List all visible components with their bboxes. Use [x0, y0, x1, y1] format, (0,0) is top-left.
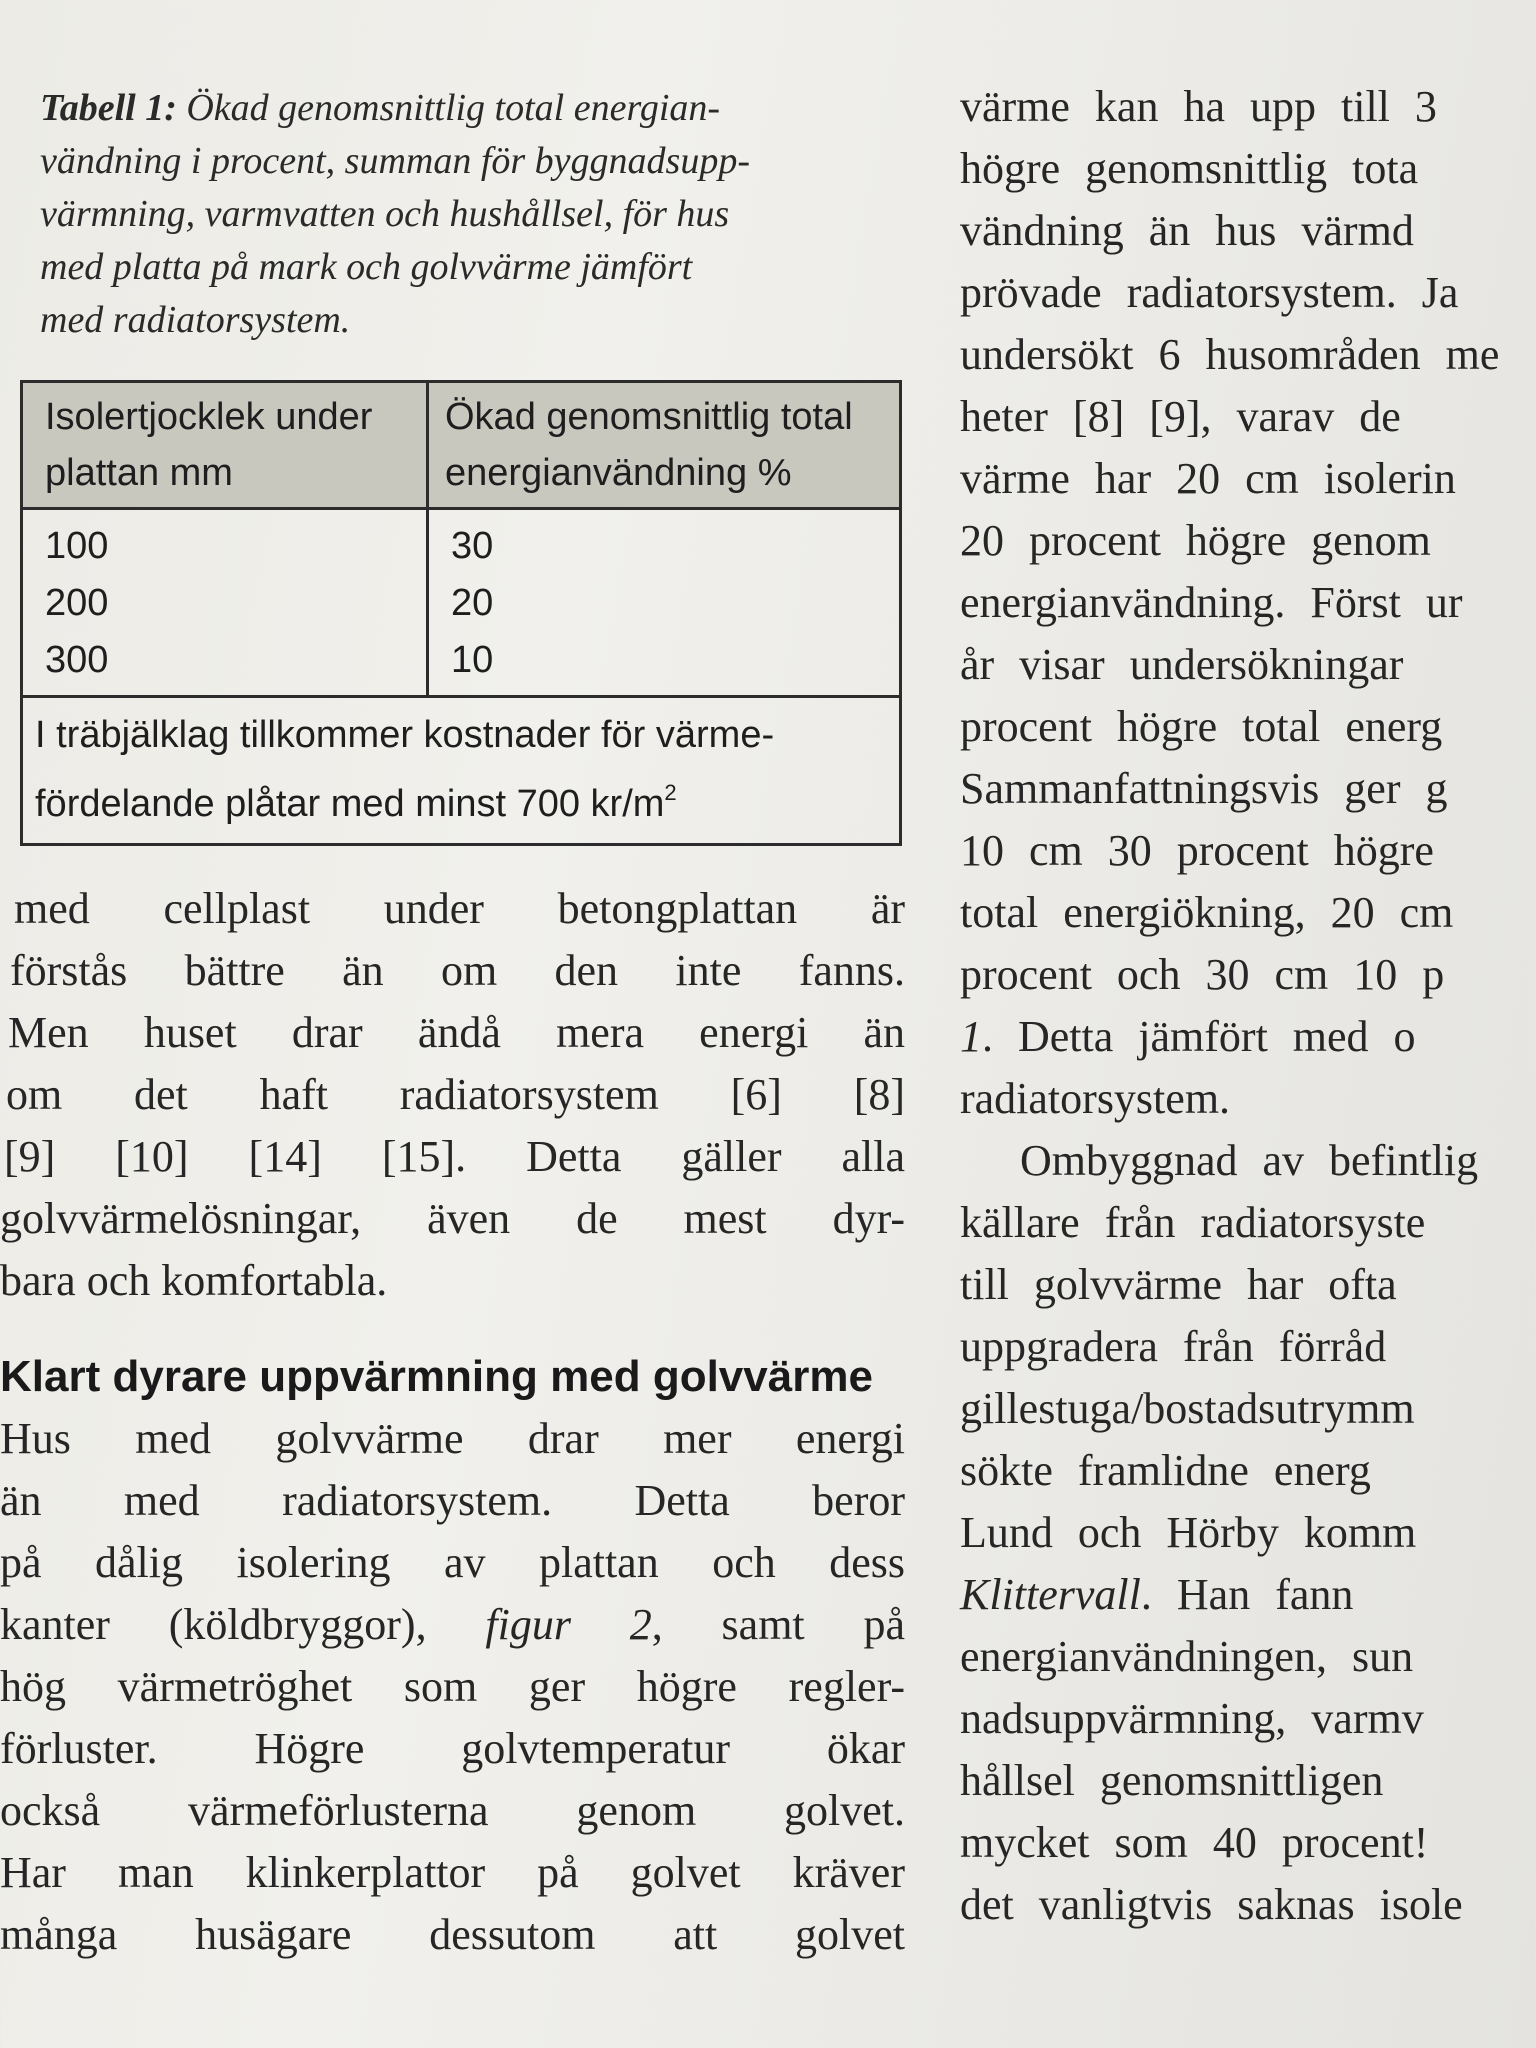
text-line: Sammanfattningsvis ger g [960, 764, 1448, 813]
text-line: gillestuga/bostadsutrymm [960, 1384, 1415, 1433]
text-line: procent högre total energ [960, 702, 1443, 751]
left-column [0, 878, 905, 1966]
footnote-line: I träbjälklag tillkommer kostnader för värme- [35, 714, 775, 756]
section-heading: Klart dyrare uppvärmning med golvvärme [0, 1352, 873, 1401]
text-line [960, 1006, 1536, 1068]
text-line [960, 1564, 1536, 1626]
table-cell: 10 [451, 639, 494, 681]
header-increase [429, 383, 899, 507]
table-footnote [23, 695, 899, 843]
text-line: många husägare dessutom att golvet [0, 1910, 905, 1959]
footnote-superscript: 2 [664, 780, 677, 805]
table-reference: 1 [960, 1012, 982, 1061]
text-line: värme har 20 cm isolerin [960, 454, 1456, 503]
text-line: än med radiatorsystem. Detta beror [0, 1476, 905, 1525]
table-header-row [23, 383, 899, 510]
table-cell: 20 [451, 582, 494, 624]
header-thickness [23, 383, 429, 507]
text-line: radiatorsystem. [960, 1074, 1231, 1123]
text-line [0, 1594, 905, 1656]
header-text: Ökad genomsnittlig total [445, 396, 853, 438]
text-line: Hus med golvvärme drar mer energi [0, 1414, 905, 1463]
caption-line: vändning i procent, summan för byggnadsupp- [40, 140, 750, 182]
text-line: energianvändning. Först ur [960, 578, 1463, 627]
person-name: Klittervall [960, 1570, 1141, 1619]
text-fragment: , samt på [651, 1600, 905, 1649]
text-line: Ombyggnad av befintlig [1020, 1136, 1479, 1185]
text-line: Lund och Hörby komm [960, 1508, 1417, 1557]
text-line: procent och 30 cm 10 p [960, 950, 1445, 999]
text-line: prövade radiatorsystem. Ja [960, 268, 1459, 317]
text-line: 20 procent högre genom [960, 516, 1431, 565]
caption-line: värmning, varmvatten och hushållsel, för hus [40, 193, 730, 235]
header-text: Isolertjocklek under [45, 396, 373, 438]
text-fragment: . Detta jämfört med o [982, 1012, 1416, 1061]
text-line: med cellplast under betongplattan är [14, 884, 905, 933]
text-line: bara och komfortabla. [0, 1256, 388, 1305]
table-body [23, 510, 899, 695]
text-line: till golvvärme har ofta [960, 1260, 1397, 1309]
text-line: hållsel genomsnittligen [960, 1756, 1384, 1805]
table-cell: 200 [45, 582, 109, 624]
text-line: högre genomsnittlig tota [960, 144, 1419, 193]
text-line: nadsuppvärmning, varmv [960, 1694, 1424, 1743]
footnote-line: fördelande plåtar med minst 700 kr/m [35, 783, 665, 825]
figure-reference: figur 2 [485, 1600, 652, 1649]
text-line: på dålig isolering av plattan och dess [0, 1538, 905, 1587]
text-line: energianvändningen, sun [960, 1632, 1414, 1681]
text-line: heter [8] [9], varav de [960, 392, 1401, 441]
caption-line: Ökad genomsnittlig total energian- [176, 87, 721, 129]
caption-line: med radiatorsystem. [40, 299, 351, 341]
thickness-column [23, 510, 429, 695]
text-line: år visar undersökningar [960, 640, 1404, 689]
text-line: undersökt 6 husområden me [960, 330, 1500, 379]
table-caption [40, 82, 900, 347]
increase-column [429, 510, 899, 695]
header-text: plattan mm [45, 452, 233, 494]
table-cell: 300 [45, 639, 109, 681]
text-fragment: kanter (köldbryggor), [0, 1600, 486, 1649]
text-line: värme kan ha upp till 3 [960, 82, 1437, 131]
text-line: också värmeförlusterna genom golvet. [0, 1786, 905, 1835]
right-column [960, 76, 1536, 1936]
caption-line: med platta på mark och golvvärme jämfört [40, 246, 693, 288]
insulation-table [20, 380, 902, 846]
table-cell: 100 [45, 525, 109, 567]
text-line: [9] [10] [14] [15]. Detta gäller alla [4, 1132, 905, 1181]
text-line: mycket som 40 procent! [960, 1818, 1429, 1867]
header-text: energianvändning % [445, 452, 792, 494]
text-line: förluster. Högre golvtemperatur ökar [0, 1724, 905, 1773]
text-line: hög värmetröghet som ger högre regler- [0, 1662, 905, 1711]
text-line: golvvärmelösningar, även de mest dyr- [0, 1194, 905, 1243]
text-line: om det haft radiatorsystem [6] [8] [6, 1070, 905, 1119]
text-line: 10 cm 30 procent högre [960, 826, 1434, 875]
text-line: förstås bättre än om den inte fanns. [10, 946, 905, 995]
text-line: total energiökning, 20 cm [960, 888, 1454, 937]
text-line: Men huset drar ändå mera energi än [8, 1008, 905, 1057]
text-fragment: . Han fann [1140, 1570, 1354, 1619]
text-line: det vanligtvis saknas isole [960, 1880, 1463, 1929]
text-line: Har man klinkerplattor på golvet kräver [0, 1848, 905, 1897]
text-line: sökte framlidne energ [960, 1446, 1371, 1495]
text-line: vändning än hus värmd [960, 206, 1414, 255]
table-cell: 30 [451, 525, 494, 567]
text-line: uppgradera från förråd [960, 1322, 1387, 1371]
caption-label: Tabell 1: [40, 87, 177, 129]
text-line: källare från radiatorsyste [960, 1198, 1426, 1247]
